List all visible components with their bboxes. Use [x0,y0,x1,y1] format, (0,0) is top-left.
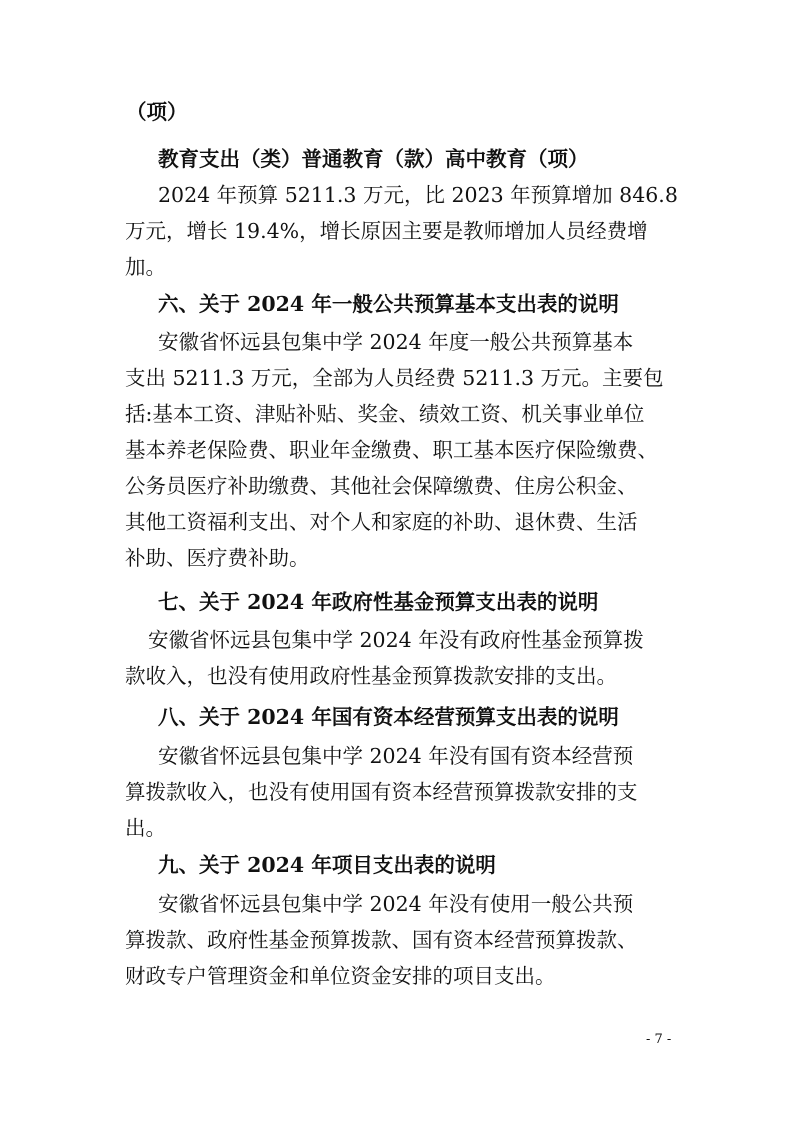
page-number: - 7 - [646,1032,672,1047]
section8-title: 八、关于 2024 年国有资本经营预算支出表的说明 [158,705,619,729]
section6-line-4: 基本养老保险费、职业年金缴费、职工基本医疗保险缴费、 [125,438,658,462]
section6-title: 六、关于 2024 年一般公共预算基本支出表的说明 [158,292,619,316]
section6-line-6: 其他工资福利支出、对个人和家庭的补助、退休费、生活 [125,510,638,534]
section9-line-2: 算拨款、政府性基金预算拨款、国有资本经营预算拨款、 [125,928,638,952]
section9-line-1: 安徽省怀远县包集中学 2024 年没有使用一般公共预 [158,892,634,916]
section8-line-3: 出。 [125,816,166,840]
para1-line-2: 万元，增长 19.4%，增长原因主要是教师增加人员经费增 [125,219,648,243]
section7-title: 七、关于 2024 年政府性基金预算支出表的说明 [158,590,599,614]
para1-line-3: 加。 [125,255,166,279]
heading-fragment: （项） [126,100,188,124]
section6-line-1: 安徽省怀远县包集中学 2024 年度一般公共预算基本 [158,330,634,354]
section8-line-2: 算拨款收入，也没有使用国有资本经营预算拨款安排的支 [125,780,638,804]
section6-line-5: 公务员医疗补助缴费、其他社会保障缴费、住房公积金、 [125,474,638,498]
section6-line-7: 补助、医疗费补助。 [125,546,310,570]
section7-line-1: 安徽省怀远县包集中学 2024 年没有政府性基金预算拨 [148,628,644,652]
section7-line-2: 款收入，也没有使用政府性基金预算拨款安排的支出。 [125,664,617,688]
section8-line-1: 安徽省怀远县包集中学 2024 年没有国有资本经营预 [158,744,634,768]
section9-line-3: 财政专户管理资金和单位资金安排的项目支出。 [125,964,556,988]
subheading-education-expenditure: 教育支出（类）普通教育（款）高中教育（项） [158,147,589,171]
section6-line-2: 支出 5211.3 万元，全部为人员经费 5211.3 万元。主要包 [125,366,664,390]
section6-line-3: 括:基本工资、津贴补贴、奖金、绩效工资、机关事业单位 [125,402,645,426]
para1-line-1: 2024 年预算 5211.3 万元，比 2023 年预算增加 846.8 [158,183,678,207]
section9-title: 九、关于 2024 年项目支出表的说明 [158,853,496,877]
